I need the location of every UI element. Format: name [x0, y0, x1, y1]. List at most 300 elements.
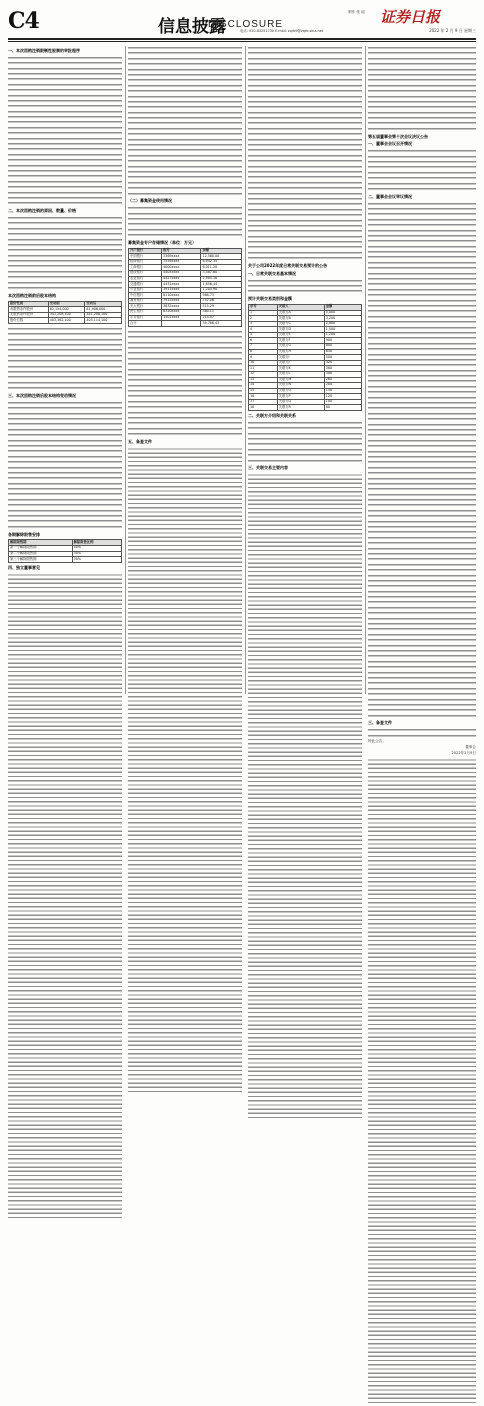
text-block — [368, 503, 476, 508]
text-block — [128, 394, 242, 399]
text-block — [8, 174, 122, 179]
text-block — [368, 155, 476, 160]
text-block — [8, 525, 122, 530]
text-block — [368, 51, 476, 56]
text-block — [128, 138, 242, 143]
table-cell: 800 — [324, 344, 361, 350]
col4-company: 董事会 — [465, 745, 476, 750]
table-cell: 650 — [324, 349, 361, 355]
text-block — [128, 116, 242, 121]
table-cell: 360.11 — [201, 310, 242, 316]
table-cell: 关联方D — [277, 327, 324, 333]
table-cell: 2 — [249, 316, 278, 322]
table-cell: 3,200 — [324, 316, 361, 322]
col2-heading-2: 五、备查文件 — [128, 439, 152, 444]
text-block — [8, 354, 122, 359]
text-block — [368, 758, 476, 1406]
column-divider — [125, 46, 126, 694]
table-cell: 金额 — [324, 305, 361, 311]
text-block — [368, 121, 476, 126]
text-block — [368, 444, 476, 449]
text-block — [248, 154, 362, 159]
table-cell: 浦发银行 — [129, 298, 162, 304]
text-block — [368, 439, 476, 444]
table-cell: 第三个解除限售期 — [9, 557, 73, 563]
text-block — [8, 338, 122, 343]
table-cell: 关联方F — [277, 338, 324, 344]
text-block — [128, 416, 242, 421]
text-block — [248, 459, 362, 464]
text-block — [248, 143, 362, 148]
text-block — [128, 51, 242, 56]
text-block — [368, 584, 476, 589]
text-block — [8, 164, 122, 169]
text-block — [368, 160, 476, 165]
text-block — [248, 132, 362, 137]
text-block — [8, 216, 122, 221]
table-cell: 股份性质 — [9, 301, 49, 307]
text-block — [248, 170, 362, 175]
text-block — [368, 100, 476, 105]
table-cell: 6320xxxx — [162, 310, 201, 316]
text-block — [128, 427, 242, 432]
table-cell: 2,800 — [324, 321, 361, 327]
text-block — [248, 175, 362, 180]
text-block — [248, 148, 362, 153]
text-block — [248, 159, 362, 164]
text-block — [368, 423, 476, 428]
text-block — [368, 708, 476, 713]
table-cell: 7559xxxx — [162, 259, 201, 265]
related-transaction-table — [248, 304, 362, 411]
text-block — [368, 202, 476, 207]
table-cell: 3832xxxx — [162, 304, 201, 310]
text-block — [8, 286, 122, 291]
text-block — [248, 127, 362, 132]
table-cell: 8 — [249, 349, 278, 355]
text-block — [368, 622, 476, 627]
text-block — [128, 170, 242, 175]
col4-notice-title: 第五届董事会第十次会议决议公告 — [368, 133, 428, 139]
table-cell: 关联方G — [277, 344, 324, 350]
text-block — [128, 346, 242, 351]
col1-heading-4: 四、独立董事意见 — [8, 564, 40, 570]
text-block — [8, 147, 122, 152]
text-block — [368, 396, 476, 401]
table-cell: 第二个解除限售期 — [9, 551, 73, 557]
text-block — [128, 84, 242, 89]
text-block — [8, 573, 122, 1221]
text-block — [248, 208, 362, 213]
table-cell: 1,200 — [324, 332, 361, 338]
col1-heading-2: 二、本次回购注销的原因、数量、价格 — [8, 208, 76, 214]
text-block — [128, 62, 242, 67]
text-block — [128, 181, 242, 186]
table-cell: 341,208,100 — [48, 312, 85, 318]
text-block — [8, 281, 122, 286]
text-block — [248, 279, 362, 284]
text-block — [368, 660, 476, 665]
text-block — [128, 78, 242, 83]
col3-heading-3: 三、关联交易主要内容 — [248, 465, 288, 471]
text-block — [8, 365, 122, 370]
text-block — [368, 342, 476, 347]
table-cell: 10 — [249, 360, 278, 366]
text-block — [8, 509, 122, 514]
text-block — [128, 228, 242, 233]
text-block — [8, 115, 122, 120]
text-block — [8, 243, 122, 248]
text-block — [368, 218, 476, 223]
table-cell: 11 — [249, 366, 278, 372]
text-block — [8, 196, 122, 201]
table-cell: 900 — [324, 338, 361, 344]
table-cell: 农业银行 — [129, 276, 162, 282]
page-title-en: DISCLOSURE — [208, 19, 284, 30]
text-block — [128, 357, 242, 362]
section-code: C4 — [8, 8, 39, 34]
col4-heading-3: 三、备查文件 — [368, 720, 392, 726]
table-cell: 民生银行 — [129, 310, 162, 316]
text-block — [248, 448, 362, 453]
col1-heading-3: 三、本次回购注销后股本结构变动情况 — [8, 393, 76, 399]
table-cell: 3,487.60 — [201, 271, 242, 277]
text-block — [248, 95, 362, 100]
table-cell: 9 — [249, 355, 278, 361]
text-block — [368, 293, 476, 298]
text-block — [128, 389, 242, 394]
table-cell: 合计 — [129, 321, 162, 327]
text-block — [8, 270, 122, 275]
table-cell: 变动前 — [48, 301, 85, 307]
text-block — [8, 238, 122, 243]
text-block — [128, 46, 242, 51]
table-cell: 4 — [249, 327, 278, 333]
text-block — [248, 442, 362, 447]
text-block — [248, 213, 362, 218]
text-block — [8, 428, 122, 433]
table-cell: 关联方J — [277, 360, 324, 366]
text-block — [8, 386, 122, 391]
table-cell: 16 — [249, 394, 278, 400]
text-block — [368, 590, 476, 595]
text-block — [248, 186, 362, 191]
text-block — [248, 100, 362, 105]
newspaper-logo: 证券日报 — [379, 8, 440, 26]
text-block — [8, 137, 122, 142]
text-block — [368, 299, 476, 304]
col4-signoff: 特此公告。 — [368, 739, 386, 744]
table-cell: 关联方R — [277, 405, 324, 411]
table-cell: 8110xxxx — [162, 293, 201, 299]
text-block — [8, 191, 122, 196]
text-block — [368, 315, 476, 320]
text-block — [368, 728, 476, 733]
text-block — [8, 332, 122, 337]
table-cell: 7915xxxx — [162, 298, 201, 304]
text-block — [128, 351, 242, 356]
text-block — [8, 412, 122, 417]
text-block — [128, 421, 242, 426]
text-block — [248, 224, 362, 229]
text-block — [368, 617, 476, 622]
text-block — [8, 158, 122, 163]
table-cell: 关联人 — [277, 305, 324, 311]
table-cell: 关联方A — [277, 310, 324, 316]
text-block — [8, 126, 122, 131]
text-block — [8, 131, 122, 136]
text-block — [8, 248, 122, 253]
table-cell: 988.73 — [201, 293, 242, 299]
text-block — [128, 217, 242, 222]
text-block — [368, 266, 476, 271]
column-4 — [368, 46, 476, 756]
text-block — [248, 437, 362, 442]
text-block — [128, 447, 242, 1095]
text-block — [8, 503, 122, 508]
text-block — [248, 256, 362, 261]
text-block — [368, 460, 476, 465]
text-block — [368, 703, 476, 708]
text-block — [8, 466, 122, 471]
table-cell: 4427xxxx — [162, 276, 201, 282]
text-block — [8, 417, 122, 422]
col2-table-title: 募集资金专户存储情况（单位：万元） — [128, 239, 196, 245]
text-block — [368, 116, 476, 121]
table-cell: 120 — [324, 394, 361, 400]
table-cell: 1501xxxx — [162, 315, 201, 321]
table-cell: 8,942.35 — [201, 259, 242, 265]
text-block — [128, 341, 242, 346]
text-block — [368, 353, 476, 358]
table-cell: 序号 — [249, 305, 278, 311]
text-block — [8, 180, 122, 185]
text-block — [8, 471, 122, 476]
text-block — [128, 159, 242, 164]
text-block — [248, 89, 362, 94]
text-block — [368, 165, 476, 170]
text-block — [8, 444, 122, 449]
table-cell: 关联方M — [277, 377, 324, 383]
text-block — [368, 78, 476, 83]
table-cell: 1,856.44 — [201, 282, 242, 288]
text-block — [8, 275, 122, 280]
text-block — [368, 698, 476, 703]
text-block — [248, 62, 362, 67]
table-cell: 80 — [324, 405, 361, 411]
text-block — [368, 250, 476, 255]
text-block — [368, 288, 476, 293]
text-block — [128, 105, 242, 110]
text-block — [8, 221, 122, 226]
col4-heading-2: 二、董事会会议审议情况 — [368, 193, 412, 199]
text-block — [368, 633, 476, 638]
text-block — [8, 94, 122, 99]
table-cell: 742.06 — [201, 298, 242, 304]
text-block — [368, 255, 476, 260]
text-block — [368, 509, 476, 514]
text-block — [248, 235, 362, 240]
text-block — [128, 206, 242, 211]
column-divider — [365, 46, 366, 694]
text-block — [8, 61, 122, 66]
table-cell: 15 — [249, 388, 278, 394]
text-block — [248, 78, 362, 83]
text-block — [368, 498, 476, 503]
table-cell: 交通银行 — [129, 282, 162, 288]
text-block — [248, 51, 362, 56]
table-cell: 关联方L — [277, 371, 324, 377]
text-block — [128, 100, 242, 105]
table-cell: 4000xxxx — [162, 265, 201, 271]
editor-line: 制作 张 瑶 — [348, 10, 365, 14]
table-cell: 5,000 — [324, 310, 361, 316]
text-block — [368, 304, 476, 309]
text-block — [8, 492, 122, 497]
text-block — [368, 536, 476, 541]
text-block — [368, 734, 476, 739]
text-block — [8, 232, 122, 237]
table-cell: 62,154,000 — [48, 307, 85, 313]
text-block — [248, 197, 362, 202]
table-cell: 4405xxxx — [162, 271, 201, 277]
text-block — [248, 251, 362, 256]
text-block — [248, 192, 362, 197]
table-cell — [162, 321, 201, 327]
text-block — [248, 73, 362, 78]
text-block — [368, 401, 476, 406]
table-cell: 12 — [249, 371, 278, 377]
fund-account-table — [128, 248, 242, 327]
text-block — [248, 284, 362, 289]
text-block — [128, 95, 242, 100]
table-cell: 214.57 — [201, 315, 242, 321]
text-block — [368, 406, 476, 411]
text-block — [368, 514, 476, 519]
table-cell: 关联方O — [277, 388, 324, 394]
column-divider — [245, 46, 246, 694]
text-block — [8, 487, 122, 492]
text-block — [8, 381, 122, 386]
text-block — [368, 57, 476, 62]
table-cell: 余额 — [201, 248, 242, 254]
text-block — [128, 192, 242, 197]
col1-table1-title: 本次回购注销前后股本结构 — [8, 292, 56, 298]
text-block — [8, 227, 122, 232]
table-cell: 股份总数 — [9, 318, 49, 324]
table-cell: 关联方N — [277, 383, 324, 389]
text-block — [128, 330, 242, 335]
table-cell: 1 — [249, 310, 278, 316]
text-block — [8, 120, 122, 125]
text-block — [248, 453, 362, 458]
text-block — [368, 563, 476, 568]
table-cell: 4431xxxx — [162, 282, 201, 288]
text-block — [128, 405, 242, 410]
text-block — [368, 671, 476, 676]
table-cell: 150 — [324, 388, 361, 394]
text-block — [248, 121, 362, 126]
text-block — [368, 84, 476, 89]
unlock-schedule-table — [8, 539, 122, 562]
text-block — [248, 202, 362, 207]
text-block — [8, 327, 122, 332]
text-block — [128, 89, 242, 94]
text-block — [368, 428, 476, 433]
text-block — [368, 89, 476, 94]
col2-heading-1: （二）募集资金使用情况 — [128, 198, 172, 204]
text-block — [368, 282, 476, 287]
table-cell: 403,114,100 — [85, 318, 122, 324]
text-block — [8, 514, 122, 519]
table-cell: 无限售条件股份 — [9, 312, 49, 318]
table-cell: 13 — [249, 377, 278, 383]
table-cell: 380 — [324, 366, 361, 372]
col3-table-title: 预计关联交易类别和金额 — [248, 296, 292, 302]
text-block — [368, 358, 476, 363]
text-block — [128, 411, 242, 416]
text-block — [368, 390, 476, 395]
table-cell: 17 — [249, 399, 278, 405]
text-block — [8, 67, 122, 72]
text-block — [8, 359, 122, 364]
text-block — [368, 212, 476, 217]
text-block — [368, 530, 476, 535]
text-block — [128, 154, 242, 159]
text-block — [248, 240, 362, 245]
text-block — [248, 219, 362, 224]
text-block — [128, 73, 242, 78]
text-block — [368, 385, 476, 390]
column-2 — [128, 46, 242, 694]
text-block — [8, 110, 122, 115]
text-block — [128, 233, 242, 238]
text-block — [368, 239, 476, 244]
text-block — [368, 412, 476, 417]
text-block — [128, 121, 242, 126]
text-block — [8, 153, 122, 158]
text-block — [248, 289, 362, 294]
text-block — [8, 259, 122, 264]
text-block — [368, 649, 476, 654]
text-block — [128, 368, 242, 373]
table-cell: 30% — [72, 557, 121, 563]
text-block — [128, 432, 242, 437]
text-block — [368, 187, 476, 192]
text-block — [368, 272, 476, 277]
table-cell: 第一个解除限售期 — [9, 545, 73, 551]
text-block — [8, 83, 122, 88]
table-cell: 中国银行 — [129, 254, 162, 260]
text-block — [368, 665, 476, 670]
text-block — [368, 379, 476, 384]
text-block — [248, 432, 362, 437]
text-block — [368, 73, 476, 78]
col3-heading-2: 二、关联方介绍和关联关系 — [248, 412, 296, 418]
text-block — [368, 347, 476, 352]
text-block — [368, 171, 476, 176]
masthead-rule-thin — [8, 41, 476, 42]
text-block — [368, 46, 476, 51]
table-cell: 关联方P — [277, 394, 324, 400]
table-cell: 6 — [249, 338, 278, 344]
masthead — [8, 6, 476, 36]
text-block — [368, 277, 476, 282]
text-block — [8, 99, 122, 104]
text-block — [8, 104, 122, 109]
text-block — [8, 201, 122, 206]
text-block — [368, 574, 476, 579]
